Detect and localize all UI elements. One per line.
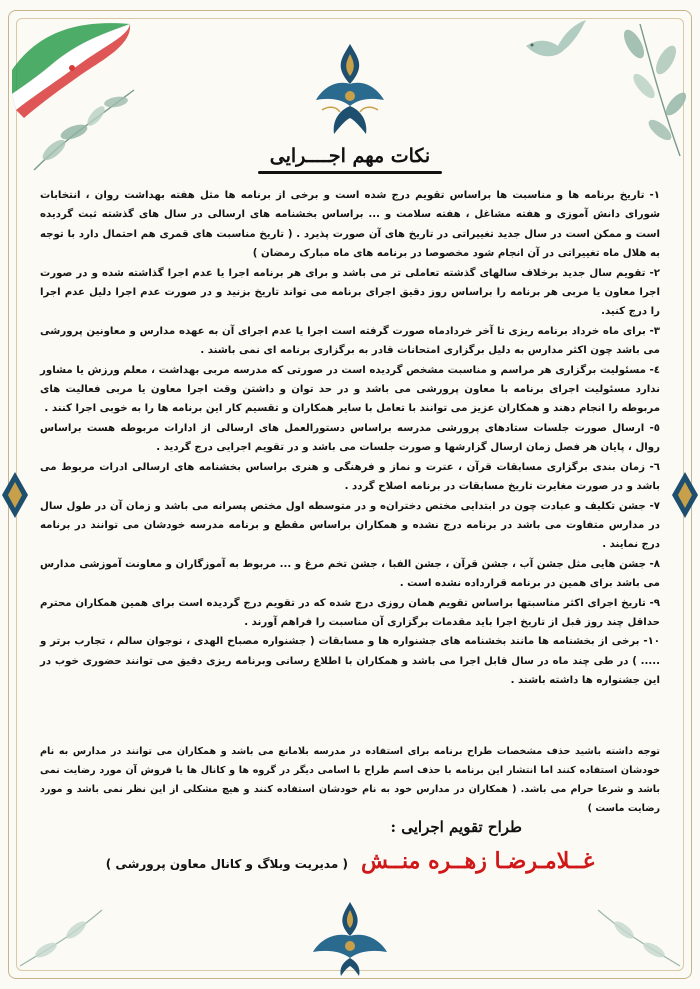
list-item: ۷- جشن تکلیف و عبادت چون در ابتدایی مختص دختران‌ه و در متوسطه اول مختص پسرانه می باشد و زمان آن در طول سال در مدارس متفاوت می باشد در برنامه درج نشده و همکاران براساس مقطع و برنامه مدرسه خودشان می توانند در برنامه درج نمایند . — [40, 500, 660, 551]
list-item: ۸- جشن هایی مثل جشن آب ، جشن قرآن ، جشن الفبا ، جشن تخم مرغ و ... مربوط به آموزگاران و معاونت آموزشی مدارس می باشد برای همین در برنامه قرارداده نشده است . — [40, 558, 660, 590]
designer-name: غــلامـرضـا زهــره منــش — [361, 848, 595, 874]
ornament-icon — [310, 40, 390, 140]
page-title: نکات مهم اجــــرایی — [269, 145, 431, 167]
list-item: ۹- تاریخ اجرای اکثر مناسبتها براساس تقویم همان روزی درج شده که در تقویم درج گردیده است برای همین همکاران محترم حداقل چند روز قبل از تاریخ اجرا باید مقدمات برگزاری آن مناسبت را فراهم آورند . — [40, 597, 660, 628]
leaf-branch-icon — [594, 900, 684, 970]
designer-credit — [60, 848, 640, 874]
ornament-icon — [305, 898, 395, 978]
list-item: ۱- تاریخ برنامه ها و مناسبت ها براساس تقویم درج شده است و برخی از برنامه ها مثل هفته بهداشت روان ، انتخابات شورای دانش آموزی و هفته مشاغل ، هفته سلامت و ... براساس بخشنامه های ارسالی در سال های گذشته ثبت گردیده است و ممکن است در سال جدید تغییراتی در تاریخ های آن صورت پذیرد . ( تاریخ مناسبت های قمری هم احتمال دارد با توجه به هلال ماه تغییراتی در آن انجام شود مخصوصا در برنامه های ماه مبارک رمضان ) — [40, 190, 660, 260]
designer-label: طراح تقویم اجرایی : — [390, 818, 522, 836]
designer-role: ( مدیریت وبلاگ و کانال معاون پرورشی ) — [105, 857, 348, 871]
list-item: ۲- تقویم سال جدید برخلاف سالهای گذشته تعاملی تر می باشد و برای هر برنامه اجرا یا عدم اجرا گذاشته شده و در صورت اجرا معاون یا مربی هر برنامه را براساس روز دقیق اجرای برنامه می تواند تاریخ بزنید و در صورت عدم اجرا دلیل عدم اجرا را درج کنید. — [40, 267, 660, 318]
notes-list — [40, 186, 660, 691]
side-ornament-icon — [670, 470, 700, 520]
list-item: ٤- مسئولیت برگزاری هر مراسم و مناسبت مشخص گردیده است در صورتی که مدرسه مربی بهداشت ، معلم ورزش یا مشاور ندارد مسئولیت اجرای برنامه با معاون پرورشی می باشد و در حد توان و داشتن وقت اجرا معاون یا مربی فعالیت های مربوطه را انجام دهند و همکاران عزیز می توانند با تعامل با سایر همکاران و تقسیم کار این برنامه ها را به خوبی اجرا کنند . — [40, 364, 660, 415]
leaf-branch-icon — [580, 20, 692, 160]
leaf-branch-icon — [16, 900, 106, 970]
list-item: ٥- ارسال صورت جلسات ستادهای پرورشی مدرسه براساس دستورالعمل های ارسالی از ادارات مربوطه هست براساس روال ، پایان هر فصل زمان ارسال گزارشها و صورت جلسات می باشد و در تقویم اجرایی درج گردید . — [40, 422, 660, 454]
list-item: ۳- برای ماه خرداد برنامه ریزی تا آخر خردادماه صورت گرفته است اجرا یا عدم اجرای آن به عهده مدارس و معاونین پرورشی می باشد چون اکثر مدارس به دلیل برگزاری امتحانات قادر به برگزاری برنامه ای نمی باشند . — [40, 325, 660, 357]
title-underline — [258, 171, 442, 174]
copyright-note: توجه داشته باشید حذف مشخصات طراح برنامه برای استفاده در مدرسه بلامانع می باشد و همکاران می توانند در مدارس به نام خودشان استفاده کنند اما انتشار این برنامه با حذف اسم طراح با اسامی دیگر در گروه ها و کانال ها یا فروش آن مورد رضایت نمی باشد و شرعا حرام می باشد. ( همکاران در مدارس خود به نام خودشان استفاده کنند و هیچ مشکلی از این نظر نمی باشد و مورد رضایت ماست ) — [40, 746, 660, 814]
list-item: ٦- زمان بندی برگزاری مسابقات قرآن ، عترت و نماز و فرهنگی و هنری براساس بخشنامه های ارسالی ادرات مربوط می باشد و در صورت مغایرت تاریخ مسابقات در برنامه اصلاح گردد . — [40, 461, 660, 493]
list-item: ۱۰- برخی از بخشنامه ها مانند بخشنامه های جشنواره ها و مسابقات ( جشنواره مصباح الهدی ، نوجوان سالم ، تجارب برتر و ..... ) در طی چند ماه در سال قابل اجرا می باشد و همکاران با اطلاع رسانی وبرنامه ریزی دقیق می توانند حضوری خوب در این جشنواره ها داشته باشند . — [40, 636, 660, 687]
side-ornament-icon — [0, 470, 30, 520]
